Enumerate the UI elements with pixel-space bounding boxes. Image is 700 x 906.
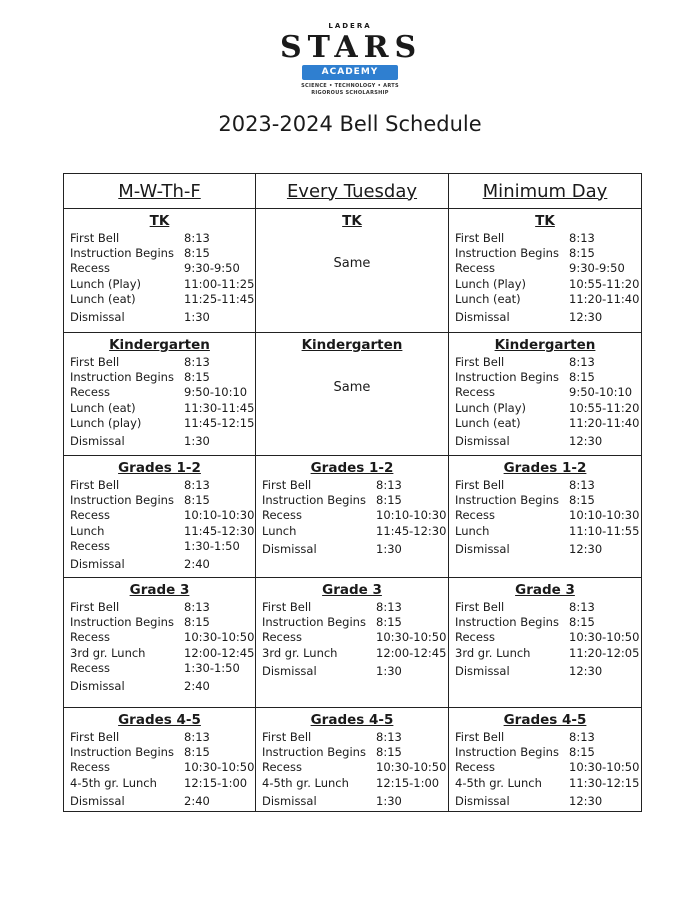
grade-heading: Grade 3 bbox=[129, 582, 190, 598]
schedule-entry bbox=[262, 745, 442, 760]
entry-label: First Bell bbox=[262, 478, 312, 492]
entry-label: Instruction Begins bbox=[455, 615, 559, 630]
schedule-entry bbox=[455, 645, 640, 661]
schedule-cell bbox=[64, 456, 256, 578]
entry-label: First Bell bbox=[70, 231, 120, 245]
entry-label: Recess bbox=[262, 508, 302, 523]
logo-stars-wordmark: STARS bbox=[280, 30, 423, 65]
entry-time: 8:13 bbox=[184, 231, 210, 245]
schedule-entry bbox=[70, 508, 255, 523]
entry-label: First Bell bbox=[455, 600, 505, 614]
schedule-entry bbox=[70, 745, 249, 760]
logo-tagline-1: SCIENCE • TECHNOLOGY • ARTS bbox=[301, 83, 399, 89]
entry-label: First Bell bbox=[455, 730, 505, 744]
entry-time: 1:30 bbox=[376, 541, 402, 556]
entry-time: 8:13 bbox=[569, 600, 595, 614]
grade-heading: Grade 3 bbox=[515, 582, 575, 598]
entry-label: Recess bbox=[455, 385, 495, 400]
schedule-entry bbox=[70, 539, 249, 554]
schedule-entry bbox=[262, 664, 442, 679]
entry-time: 11:20-11:40 bbox=[569, 415, 640, 430]
entry-time: 11:45-12:15 bbox=[184, 415, 255, 430]
entry-time: 11:20-12:05 bbox=[569, 645, 640, 660]
entry-label: Recess bbox=[70, 630, 110, 645]
schedule-entry bbox=[455, 246, 635, 261]
entry-time: 1:30-1:50 bbox=[184, 538, 240, 553]
entry-time: 10:55-11:20 bbox=[569, 400, 640, 415]
schedule-entry bbox=[70, 679, 249, 694]
schedule-entry bbox=[262, 615, 442, 630]
grade-heading: Kindergarten bbox=[301, 337, 403, 353]
schedule-entry bbox=[262, 508, 447, 523]
entry-label: Lunch (eat) bbox=[455, 415, 521, 430]
entry-time: 8:13 bbox=[376, 478, 402, 492]
entry-label: 4-5th gr. Lunch bbox=[455, 775, 542, 790]
schedule-entry bbox=[455, 775, 640, 791]
schedule-entry bbox=[262, 630, 447, 645]
entry-label: Dismissal bbox=[455, 663, 510, 678]
entry-label: Recess bbox=[262, 760, 302, 775]
schedule-entry bbox=[70, 478, 249, 493]
schedule-entry bbox=[455, 508, 640, 523]
entry-time: 2:40 bbox=[184, 793, 210, 808]
schedule-entry bbox=[455, 276, 640, 292]
entry-label: First Bell bbox=[70, 730, 120, 744]
entry-label: 3rd gr. Lunch bbox=[262, 645, 338, 660]
entry-time: 12:30 bbox=[569, 793, 603, 808]
logo-tagline-2: RIGOROUS SCHOLARSHIP bbox=[311, 90, 389, 96]
entry-time: 8:13 bbox=[376, 730, 402, 744]
entry-label: Recess bbox=[70, 660, 110, 675]
entry-label: Recess bbox=[70, 760, 110, 775]
schedule-cell bbox=[449, 708, 642, 812]
entry-label: Instruction Begins bbox=[70, 615, 174, 630]
entry-time: 10:30-10:50 bbox=[184, 630, 255, 645]
entry-time: 8:13 bbox=[376, 600, 402, 614]
grade-heading: Grades 1-2 bbox=[310, 460, 394, 476]
entry-label: Instruction Begins bbox=[455, 493, 559, 508]
entry-time: 8:15 bbox=[376, 493, 402, 508]
grade-heading: TK bbox=[535, 213, 555, 229]
entry-label: Lunch bbox=[70, 523, 105, 538]
schedule-cell bbox=[64, 333, 256, 456]
entry-time: 12:30 bbox=[569, 541, 603, 556]
entry-time: 8:15 bbox=[569, 246, 595, 261]
entry-label: First Bell bbox=[262, 730, 312, 744]
schedule-entry bbox=[455, 730, 635, 745]
schedule-entry bbox=[262, 794, 442, 809]
entry-label: First Bell bbox=[262, 600, 312, 614]
schedule-entry bbox=[70, 355, 249, 370]
entry-label: 3rd gr. Lunch bbox=[455, 645, 531, 660]
entry-time: 8:13 bbox=[569, 231, 595, 245]
schedule-entry bbox=[70, 231, 249, 246]
entry-label: Dismissal bbox=[70, 310, 125, 325]
schedule-entry bbox=[455, 615, 635, 630]
table-row bbox=[64, 209, 642, 333]
entry-time: 12:30 bbox=[569, 663, 603, 678]
same-note: Same bbox=[333, 380, 371, 395]
entry-time: 10:10-10:30 bbox=[569, 508, 640, 523]
schedule-entry bbox=[455, 434, 635, 449]
grade-heading: Kindergarten bbox=[494, 337, 596, 353]
entry-time: 1:30 bbox=[184, 310, 210, 325]
entry-label: First Bell bbox=[70, 355, 120, 369]
schedule-entry bbox=[455, 385, 635, 400]
entry-time: 8:15 bbox=[184, 493, 210, 508]
schedule-entry bbox=[455, 400, 640, 416]
entry-time: 11:25-11:45 bbox=[184, 291, 255, 306]
entry-label: First Bell bbox=[455, 231, 505, 245]
entry-time: 12:15-1:00 bbox=[376, 775, 440, 790]
entry-label: Lunch (play) bbox=[70, 415, 142, 430]
schedule-entry bbox=[455, 664, 635, 679]
entry-label: Instruction Begins bbox=[455, 745, 559, 760]
schedule-entry bbox=[70, 415, 255, 431]
grade-heading: Grades 4-5 bbox=[503, 712, 587, 728]
schedule-cell bbox=[256, 209, 449, 333]
entry-time: 8:15 bbox=[376, 615, 402, 630]
schedule-entry bbox=[455, 630, 640, 645]
table-row bbox=[64, 333, 642, 456]
column-header: Every Tuesday bbox=[256, 174, 449, 209]
schedule-entry bbox=[455, 231, 635, 246]
entry-label: Instruction Begins bbox=[70, 745, 174, 760]
entry-time: 2:40 bbox=[184, 679, 210, 694]
entry-time: 9:30-9:50 bbox=[184, 261, 240, 276]
grade-heading: Grades 4-5 bbox=[310, 712, 394, 728]
entry-label: Instruction Begins bbox=[262, 615, 366, 630]
schedule-cell bbox=[449, 333, 642, 456]
entry-label: Instruction Begins bbox=[70, 493, 174, 508]
entry-time: 10:30-10:50 bbox=[569, 630, 640, 645]
schedule-entry bbox=[455, 291, 640, 307]
grade-heading: TK bbox=[149, 213, 170, 229]
schedule-entry bbox=[455, 310, 635, 325]
schedule-entry bbox=[455, 794, 635, 809]
entry-label: Instruction Begins bbox=[455, 370, 559, 385]
entry-time: 10:30-10:50 bbox=[184, 760, 255, 775]
entry-time: 1:30 bbox=[376, 793, 402, 808]
grade-heading: TK bbox=[342, 213, 362, 229]
schedule-entry bbox=[455, 745, 635, 760]
schedule-entry bbox=[70, 630, 255, 645]
schedule-entry bbox=[70, 645, 255, 661]
same-note: Same bbox=[333, 256, 371, 271]
entry-time: 8:13 bbox=[569, 478, 595, 492]
schedule-cell bbox=[64, 578, 256, 708]
entry-time: 1:30-1:50 bbox=[184, 660, 240, 675]
entry-label: Lunch (Play) bbox=[455, 400, 527, 415]
entry-time: 8:13 bbox=[184, 355, 210, 369]
schedule-entry bbox=[455, 760, 640, 775]
page-title: 2023-2024 Bell Schedule bbox=[218, 112, 482, 136]
entry-label: Instruction Begins bbox=[262, 493, 366, 508]
entry-label: Lunch (eat) bbox=[70, 400, 136, 415]
entry-time: 9:30-9:50 bbox=[569, 261, 625, 276]
schedule-entry bbox=[455, 415, 640, 431]
entry-label: Lunch (eat) bbox=[455, 291, 521, 306]
entry-time: 11:20-11:40 bbox=[569, 291, 640, 306]
schedule-entry bbox=[70, 493, 249, 508]
schedule-entry bbox=[455, 261, 635, 276]
entry-label: Dismissal bbox=[70, 434, 125, 449]
entry-label: First Bell bbox=[455, 478, 505, 492]
entry-time: 11:10-11:55 bbox=[569, 523, 640, 538]
schedule-cell bbox=[256, 708, 449, 812]
schedule-entry bbox=[70, 434, 249, 449]
schedule-entry bbox=[262, 645, 447, 661]
entry-time: 1:30 bbox=[376, 663, 402, 678]
schedule-entry bbox=[70, 370, 249, 385]
entry-time: 8:13 bbox=[569, 730, 595, 744]
entry-time: 8:13 bbox=[184, 478, 210, 492]
entry-label: Dismissal bbox=[455, 541, 510, 556]
table-header-row bbox=[64, 174, 642, 209]
schedule-entry bbox=[455, 523, 640, 539]
schedule-cell bbox=[256, 578, 449, 708]
entry-label: Dismissal bbox=[455, 434, 510, 449]
entry-time: 11:00-11:25 bbox=[184, 276, 255, 291]
schedule-entry bbox=[70, 760, 255, 775]
entry-time: 11:30-12:15 bbox=[569, 775, 640, 790]
schedule-entry bbox=[70, 794, 249, 809]
entry-label: Dismissal bbox=[262, 793, 317, 808]
entry-label: First Bell bbox=[70, 478, 120, 492]
entry-label: First Bell bbox=[70, 600, 120, 614]
entry-time: 8:15 bbox=[569, 493, 595, 508]
schedule-entry bbox=[262, 730, 442, 745]
column-header: Minimum Day bbox=[449, 174, 642, 209]
entry-label: Recess bbox=[455, 508, 495, 523]
entry-time: 12:30 bbox=[569, 310, 603, 325]
schedule-entry bbox=[70, 261, 249, 276]
entry-time: 10:10-10:30 bbox=[184, 508, 255, 523]
schedule-cell bbox=[449, 209, 642, 333]
schedule-entry bbox=[262, 600, 442, 615]
entry-time: 12:00-12:45 bbox=[376, 645, 447, 660]
entry-label: Recess bbox=[70, 508, 110, 523]
entry-time: 8:15 bbox=[569, 370, 595, 385]
entry-label: 3rd gr. Lunch bbox=[70, 645, 146, 660]
schedule-cell bbox=[256, 333, 449, 456]
schedule-cell bbox=[64, 708, 256, 812]
entry-label: Lunch (eat) bbox=[70, 291, 136, 306]
entry-time: 10:55-11:20 bbox=[569, 276, 640, 291]
schedule-entry bbox=[262, 493, 442, 508]
entry-label: Lunch (Play) bbox=[455, 276, 527, 291]
entry-label: Instruction Begins bbox=[70, 246, 174, 261]
entry-label: Recess bbox=[455, 261, 495, 276]
entry-time: 8:13 bbox=[184, 600, 210, 614]
schedule-entry bbox=[70, 276, 255, 292]
entry-label: Lunch (Play) bbox=[70, 276, 142, 291]
entry-time: 10:30-10:50 bbox=[376, 630, 447, 645]
entry-label: First Bell bbox=[455, 355, 505, 369]
schedule-entry bbox=[455, 478, 635, 493]
entry-label: Instruction Begins bbox=[455, 246, 559, 261]
grade-heading: Kindergarten bbox=[109, 337, 210, 353]
schedule-entry bbox=[70, 600, 249, 615]
schedule-entry bbox=[262, 478, 442, 493]
entry-time: 10:10-10:30 bbox=[376, 508, 447, 523]
schedule-entry bbox=[70, 400, 255, 416]
schedule-entry bbox=[70, 615, 249, 630]
entry-label: Recess bbox=[455, 760, 495, 775]
entry-time: 8:13 bbox=[569, 355, 595, 369]
entry-time: 10:30-10:50 bbox=[569, 760, 640, 775]
schedule-entry bbox=[70, 310, 249, 325]
entry-time: 10:30-10:50 bbox=[376, 760, 447, 775]
entry-label: Dismissal bbox=[455, 793, 510, 808]
entry-label: Lunch bbox=[262, 523, 297, 538]
schedule-entry bbox=[262, 542, 442, 557]
schedule-entry bbox=[262, 776, 442, 791]
table-row bbox=[64, 578, 642, 708]
entry-time: 8:15 bbox=[184, 615, 210, 630]
entry-label: Dismissal bbox=[70, 793, 125, 808]
entry-label: Recess bbox=[70, 261, 110, 276]
schedule-cell bbox=[449, 578, 642, 708]
entry-label: 4-5th gr. Lunch bbox=[262, 775, 349, 790]
school-logo bbox=[280, 22, 423, 104]
entry-time: 8:15 bbox=[184, 370, 210, 385]
entry-time: 11:45-12:30 bbox=[376, 523, 447, 538]
entry-time: 2:40 bbox=[184, 557, 210, 572]
entry-time: 11:30-11:45 bbox=[184, 400, 255, 415]
schedule-entry bbox=[70, 246, 249, 261]
entry-time: 12:00-12:45 bbox=[184, 645, 255, 660]
entry-label: Lunch bbox=[455, 523, 490, 538]
grade-heading: Grade 3 bbox=[322, 582, 382, 598]
entry-time: 8:15 bbox=[569, 615, 595, 630]
logo-top-text: LADERA bbox=[328, 22, 372, 30]
schedule-entry bbox=[455, 542, 635, 557]
schedule-entry bbox=[262, 523, 447, 539]
entry-time: 8:15 bbox=[569, 745, 595, 760]
entry-label: Instruction Begins bbox=[262, 745, 366, 760]
bell-schedule-table bbox=[63, 173, 642, 812]
entry-label: Recess bbox=[455, 630, 495, 645]
schedule-entry bbox=[455, 370, 635, 385]
entry-label: Dismissal bbox=[262, 541, 317, 556]
entry-time: 12:30 bbox=[569, 434, 603, 449]
entry-time: 12:15-1:00 bbox=[184, 775, 248, 790]
column-header: M-W-Th-F bbox=[64, 174, 256, 209]
entry-label: Recess bbox=[262, 630, 302, 645]
schedule-entry bbox=[70, 385, 249, 400]
grade-heading: Grades 1-2 bbox=[118, 460, 201, 476]
table-row bbox=[64, 456, 642, 578]
entry-time: 8:15 bbox=[376, 745, 402, 760]
entry-label: Dismissal bbox=[70, 557, 125, 572]
entry-label: 4-5th gr. Lunch bbox=[70, 775, 157, 790]
grade-heading: Grades 1-2 bbox=[503, 460, 587, 476]
schedule-entry bbox=[70, 557, 249, 572]
schedule-entry bbox=[70, 661, 249, 676]
grade-heading: Grades 4-5 bbox=[118, 712, 201, 728]
entry-label: Dismissal bbox=[70, 679, 125, 694]
entry-time: 8:15 bbox=[184, 745, 210, 760]
schedule-entry bbox=[262, 760, 447, 775]
schedule-entry bbox=[455, 355, 635, 370]
schedule-entry bbox=[70, 730, 249, 745]
schedule-cell bbox=[449, 456, 642, 578]
entry-label: Recess bbox=[70, 385, 110, 400]
schedule-entry bbox=[70, 523, 255, 539]
entry-label: Recess bbox=[70, 538, 110, 553]
schedule-cell bbox=[256, 456, 449, 578]
schedule-entry bbox=[455, 600, 635, 615]
entry-time: 11:45-12:30 bbox=[184, 523, 255, 538]
entry-label: Instruction Begins bbox=[70, 370, 174, 385]
entry-time: 8:13 bbox=[184, 730, 210, 744]
entry-label: Dismissal bbox=[262, 663, 317, 678]
entry-time: 9:50-10:10 bbox=[184, 385, 248, 400]
logo-academy-banner: ACADEMY bbox=[302, 65, 398, 80]
entry-label: Dismissal bbox=[455, 310, 510, 325]
schedule-entry bbox=[70, 291, 255, 307]
schedule-cell bbox=[64, 209, 256, 333]
schedule-entry bbox=[455, 493, 635, 508]
schedule-entry bbox=[70, 776, 249, 791]
entry-time: 9:50-10:10 bbox=[569, 385, 633, 400]
entry-time: 1:30 bbox=[184, 434, 210, 449]
entry-time: 8:15 bbox=[184, 246, 210, 261]
table-row bbox=[64, 708, 642, 812]
